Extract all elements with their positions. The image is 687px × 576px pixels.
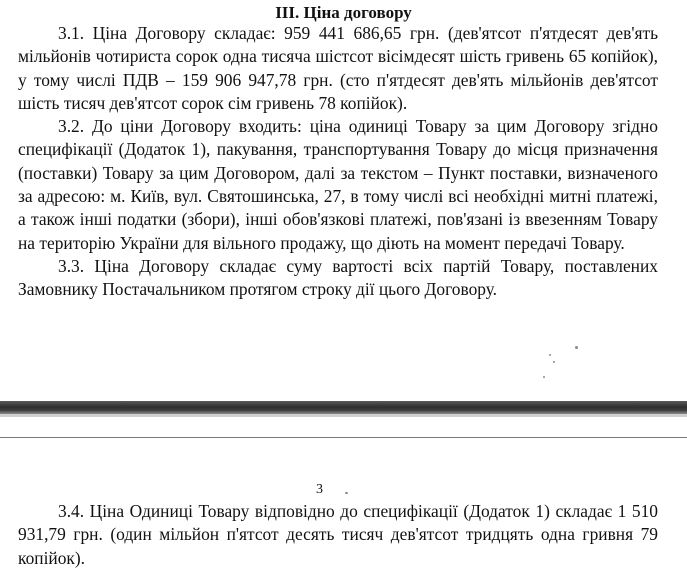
scan-speck	[543, 376, 545, 378]
text-block-bottom	[18, 500, 658, 570]
paragraph-3-1: 3.1. Ціна Договору складає: 959 441 686,65 грн. (дев'ятсот п'ятдесят дев'ять мільйонів чотириста сорок одна тисяча шістсот вісімдесят шість гривень 65 копійок), у тому числі ПДВ – 159 906 947,78 грн. (сто п'ятдесят дев'ять мільйонів дев'ятсот шість тисяч дев'ятсот сорок сім гривень 78 копійок).	[18, 23, 658, 113]
page-number: 3	[316, 482, 323, 497]
text-block-top	[18, 22, 658, 302]
page-break-band	[0, 401, 687, 414]
scan-speck	[553, 361, 555, 363]
scan-speck	[575, 346, 578, 349]
paragraph-3-4: 3.4. Ціна Одиниці Товару відповідно до специфікації (Додаток 1) складає 1 510 931,79 грн. (один мільйон п'ятсот десять тисяч дев'ятсот тридцять одна гривня 79 копійок).	[18, 501, 658, 568]
paragraph-3-2: 3.2. До ціни Договору входить: ціна одиниці Товару за цим Договору згідно специфікації (Додаток 1), пакування, транспортування Товару до місця призначення (поставки) Товару за цим Договором, далі за текстом – Пункт поставки, визначеного за адресою: м. Київ, вул. Святошинська, 27, в тому числі всі необхідні митні платежі, а також інші податки (збори), інші обов'язкові платежі, пов'язані із ввезенням Товару на територію України для вільного продажу, що діють на момент передачі Товару.	[18, 116, 658, 253]
paragraph-3-3: 3.3. Ціна Договору складає суму вартості всіх партій Товару, поставлених Замовнику Постачальником протягом строку дії цього Договору.	[18, 255, 658, 300]
page-header-rule	[0, 437, 687, 438]
scan-speck	[549, 354, 551, 356]
section-heading: III. Ціна договору	[275, 3, 412, 22]
scan-speck	[345, 492, 348, 494]
